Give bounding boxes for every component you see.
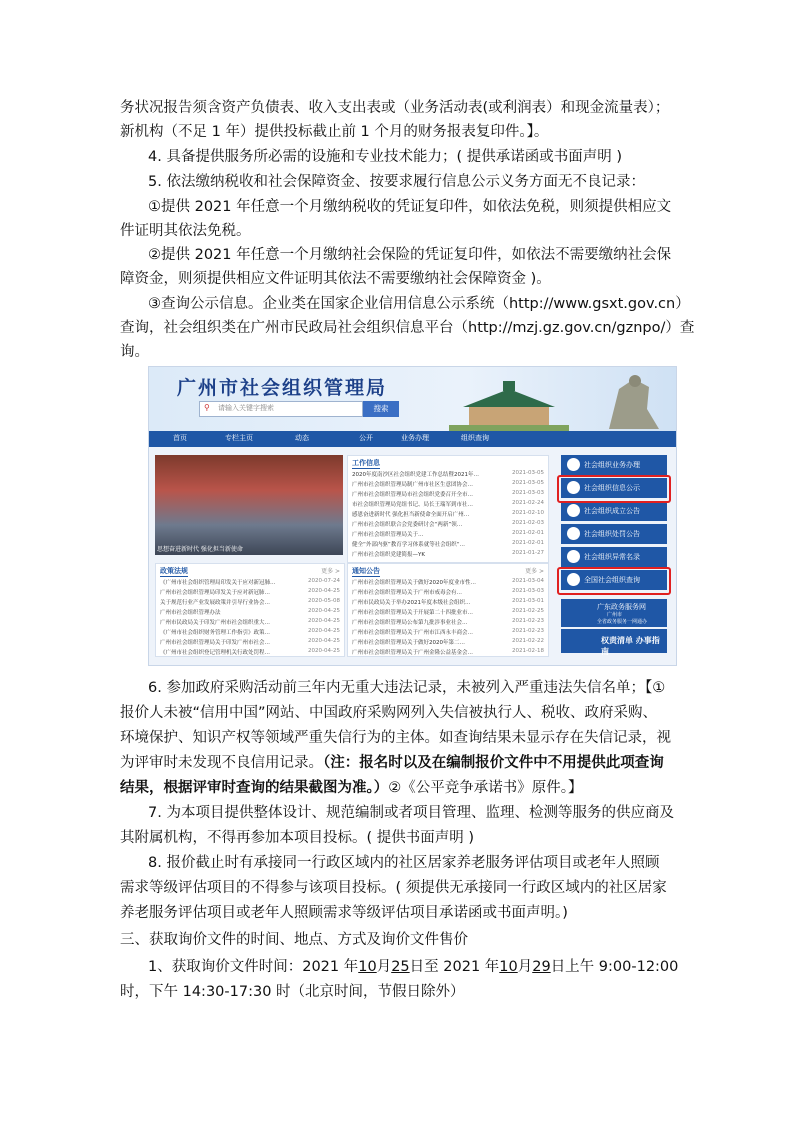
news-date: 2021-02-24 <box>512 500 544 506</box>
paragraph: 询。 <box>120 344 149 360</box>
news-date: 2021-03-05 <box>512 470 544 476</box>
side-button[interactable] <box>561 501 667 521</box>
text-span: 日上午 9:00-12:00 <box>550 959 679 975</box>
work-info-panel <box>347 455 549 563</box>
paragraph: 件证明其依法免税。 <box>120 223 251 239</box>
news-link[interactable]: 《广州市社会组织登记管理机关行政处罚程… <box>160 650 271 656</box>
news-link[interactable]: 广州市社会组织管理局制广州市社区生意团协会… <box>352 482 474 488</box>
paragraph: 6. 参加政府采购活动前三年内无重大违法记录，未被列入严重违法失信名单；【① <box>148 680 666 696</box>
highlight-box <box>557 567 671 595</box>
site-nav <box>149 431 676 447</box>
news-date: 2020-04-25 <box>308 648 340 654</box>
service-icon <box>567 550 580 563</box>
panel-title: 工作信息 <box>352 459 380 467</box>
side-button[interactable] <box>561 547 667 567</box>
side-button-label: 社会组织处罚公告 <box>584 530 640 538</box>
nav-item-home[interactable]: 首页 <box>173 434 187 442</box>
news-date: 2021-02-22 <box>512 638 544 644</box>
side-button-label: 社会组织信息公示 <box>584 484 640 492</box>
paragraph: 时，下午 14:30-17:30 时（北京时间，节假日除外） <box>120 984 465 1000</box>
news-date: 2021-03-03 <box>512 490 544 496</box>
panel-title: 通知公告 <box>352 567 380 575</box>
guide-link[interactable] <box>561 629 667 656</box>
paragraph: ③查询公示信息。企业类在国家企业信用信息公示系统（http://www.gsxt.gov.cn） <box>148 296 690 312</box>
news-link[interactable]: 广州市社会组织管理局关于开展第二十四批业市… <box>352 610 474 616</box>
news-link[interactable]: 市社会组织管理局党组书记、局长王瑞军到市社… <box>352 502 474 508</box>
text-span: 日至 2021 年 <box>409 959 500 975</box>
news-link[interactable]: 关于规范行业产业发展政策并引导行业协会… <box>160 600 271 606</box>
news-date: 2020-04-25 <box>308 608 340 614</box>
paragraph: 需求等级评估项目的不得参与该项目投标。( 须提供无承接同一行政区域内的社区居家 <box>120 880 667 896</box>
side-button[interactable] <box>561 524 667 544</box>
paragraph: 其附属机构，不得再参加本项目投标。( 提供书面声明 ) <box>120 830 475 846</box>
news-date: 2021-02-18 <box>512 648 544 654</box>
news-date: 2021-02-01 <box>512 530 544 536</box>
news-link[interactable]: 广州市社会组织管理局市社会组织党委召开全市… <box>352 492 474 498</box>
service-icon <box>567 527 580 540</box>
more-link[interactable]: 更多 > <box>525 568 544 575</box>
news-date: 2021-03-05 <box>512 480 544 486</box>
text-span: 月 <box>376 959 392 975</box>
paragraph <box>120 777 676 800</box>
news-link[interactable]: 广州市社会组织管理办法 <box>160 610 221 616</box>
paragraph: 障资金，则须提供相应文件证明其依法不需要缴纳社会保障资金 )。 <box>120 271 551 287</box>
site-header <box>149 367 676 431</box>
paragraph: 8. 报价截止时有承接同一行政区域内的社区居家养老服务评估项目或老年人照顾 <box>148 855 660 871</box>
news-link[interactable]: 广州市社会组织管理局公布第九批涉事业社会… <box>352 620 468 626</box>
news-date: 2021-02-23 <box>512 628 544 634</box>
paragraph: 7. 为本项目提供整体设计、规范编制或者项目管理、监理、检测等服务的供应商及 <box>148 805 674 821</box>
search-icon: ⚲ <box>204 403 210 412</box>
news-link[interactable]: 广州市社会组织管理局关于做好2020年第二… <box>352 640 465 646</box>
paragraph: 报价人未被“信用中国”网站、中国政府采购网列入失信被执行人、税收、政府采购、 <box>120 705 658 721</box>
service-icon <box>567 458 580 471</box>
service-icon <box>567 504 580 517</box>
text-span: 为评审时未发现不良信用记录。 <box>120 755 323 771</box>
text-span: 1、获取询价文件时间：2021 年 <box>148 959 359 975</box>
search-input[interactable] <box>199 401 363 417</box>
side-button[interactable] <box>561 455 667 475</box>
nav-item-news[interactable]: 动态 <box>295 434 309 442</box>
side-button-label: 全国社会组织查询 <box>584 576 640 584</box>
day-value: 25 <box>391 959 410 975</box>
search-button[interactable]: 搜索 <box>363 401 399 417</box>
gov-line1: 广东政务服务网 <box>597 603 646 611</box>
bold-note: 结果，根据评审时查询的结果截图为准。） <box>120 780 389 796</box>
search-placeholder: 请输入关键字搜索 <box>218 404 274 412</box>
paragraph: 查询，社会组织类在广州市民政局社会组织信息平台（http://mzj.gz.gov.cn/gznpo/）查 <box>120 320 695 336</box>
news-date: 2020-04-25 <box>308 618 340 624</box>
news-link[interactable]: 广州市社会组织管理局印发关于应对新冠肺… <box>160 590 271 596</box>
gov-line2: 广州市 <box>607 612 623 618</box>
news-date: 2021-03-01 <box>512 598 544 604</box>
news-link[interactable]: 广州市社会组织管理局关于广州市戒毒会有… <box>352 590 463 596</box>
news-date: 2020-07-24 <box>308 578 340 584</box>
news-link[interactable]: 广州市社会组织管理局关于… <box>352 532 424 538</box>
text-span: 月 <box>517 959 533 975</box>
side-button-label: 社会组织成立公告 <box>584 507 640 515</box>
side-button-label: 社会组织异常名录 <box>584 553 640 561</box>
side-button-label: 社会组织业务办理 <box>584 461 640 469</box>
nav-item-columns[interactable]: 专栏主页 <box>225 434 253 442</box>
guide-label: 权责清单 办事指南 <box>601 636 660 656</box>
news-link[interactable]: 健全“外部内驱”教育学习体系就等社会组织“… <box>352 542 466 548</box>
text-span: ②《公平竞争承诺书》原件。】 <box>388 780 583 796</box>
bold-note: （注：报名时以及在编制报价文件中不用提供此项查询 <box>323 755 664 771</box>
paragraph: ①提供 2021 年任意一个月缴纳税收的凭证复印件，如依法免税，则须提供相应文 <box>148 199 672 215</box>
news-link[interactable]: 2020年度南沙区社会组织党建工作总结暨2021年… <box>352 472 479 478</box>
news-date: 2020-04-25 <box>308 628 340 634</box>
news-date: 2020-04-25 <box>308 638 340 644</box>
paragraph: ②提供 2021 年任意一个月缴纳社会保险的凭证复印件，如依法不需要缴纳社会保 <box>148 247 672 263</box>
website-screenshot <box>148 366 677 666</box>
gov-service-link[interactable] <box>561 599 667 627</box>
paragraph: 养老服务评估项目或老年人照顾需求等级评估项目承诺函或书面声明。) <box>120 905 568 921</box>
site-title: 广州市社会组织管理局 <box>177 377 388 399</box>
news-link[interactable]: 广州市社会组织管理局关于印发广州市社会… <box>160 640 271 646</box>
goat-statue-illustration <box>589 369 673 431</box>
building-illustration <box>449 375 569 431</box>
news-date: 2021-02-25 <box>512 608 544 614</box>
news-date: 2021-01-27 <box>512 550 544 556</box>
news-link[interactable]: 广州市社会组织联合会党委研讨会“两新”领… <box>352 522 463 528</box>
news-date: 2021-02-23 <box>512 618 544 624</box>
news-date: 2021-02-01 <box>512 540 544 546</box>
news-link[interactable]: 广州市社会组织管理局关于广州金隆公益基金会… <box>352 650 474 656</box>
paragraph <box>120 752 676 775</box>
paragraph: 环境保护、知识产权等领域严重失信行为的主体。如查询结果未显示存在失信记录，视 <box>120 730 671 746</box>
paragraph: 4. 具备提供服务所必需的设施和专业技术能力；( 提供承诺函或书面声明 ) <box>148 149 622 165</box>
news-date: 2021-03-04 <box>512 578 544 584</box>
paragraph: 新机构（不足 1 年）提供投标截止前 1 个月的财务报表复印件。】。 <box>120 124 549 140</box>
news-date: 2020-05-08 <box>308 598 340 604</box>
news-link[interactable]: 《广州市社会组织财务管理工作指引》政策… <box>160 630 271 636</box>
news-link[interactable]: 感恩奋进新时代 强化担当新使命全面开启广州… <box>352 512 470 518</box>
paragraph: 务状况报告须含资产负债表、收入支出表或（业务活动表(或利润表）和现金流量表）； <box>120 100 670 116</box>
news-link[interactable]: 广州市社会组织党建简报—YK <box>352 552 425 558</box>
news-photo[interactable] <box>155 455 343 555</box>
gov-line3: 全省政务服务一网通办 <box>597 619 648 625</box>
day-value: 29 <box>532 959 551 975</box>
nav-item-public[interactable]: 公开 <box>359 434 373 442</box>
photo-caption: 思想奋进新时代 强化担当新使命 <box>157 546 243 553</box>
news-link[interactable]: 广州市民政局关于印发广州市社会组织重大… <box>160 620 271 626</box>
month-value: 10 <box>358 959 377 975</box>
news-date: 2021-02-10 <box>512 510 544 516</box>
regulations-panel <box>155 563 345 657</box>
news-link[interactable]: 广州市社会组织管理局关于做好2020年度业市性… <box>352 580 476 586</box>
highlight-box <box>557 475 671 503</box>
paragraph <box>120 956 679 979</box>
news-link[interactable]: 广州市民政局关于举办2021年度本级社会组织… <box>352 600 471 606</box>
news-date: 2020-04-25 <box>308 588 340 594</box>
news-date: 2021-02-03 <box>512 520 544 526</box>
month-value: 10 <box>499 959 518 975</box>
more-link[interactable]: 更多 > <box>321 568 340 575</box>
news-link[interactable]: 《广州市社会组织管理局印发关于应对新冠肺… <box>160 580 276 586</box>
section-heading: 三、获取询价文件的时间、地点、方式及询价文件售价 <box>120 932 468 948</box>
news-date: 2021-03-03 <box>512 588 544 594</box>
nav-item-services[interactable]: 业务办理 <box>401 434 429 442</box>
notices-panel <box>347 563 549 657</box>
nav-item-query[interactable]: 组织查询 <box>461 434 489 442</box>
panel-title: 政策法规 <box>160 567 188 575</box>
paragraph: 5. 依法缴纳税收和社会保障资金、按要求履行信息公示义务方面无不良记录： <box>148 174 645 190</box>
news-link[interactable]: 广州市社会组织管理局关于广州市江西永丰商会… <box>352 630 474 636</box>
